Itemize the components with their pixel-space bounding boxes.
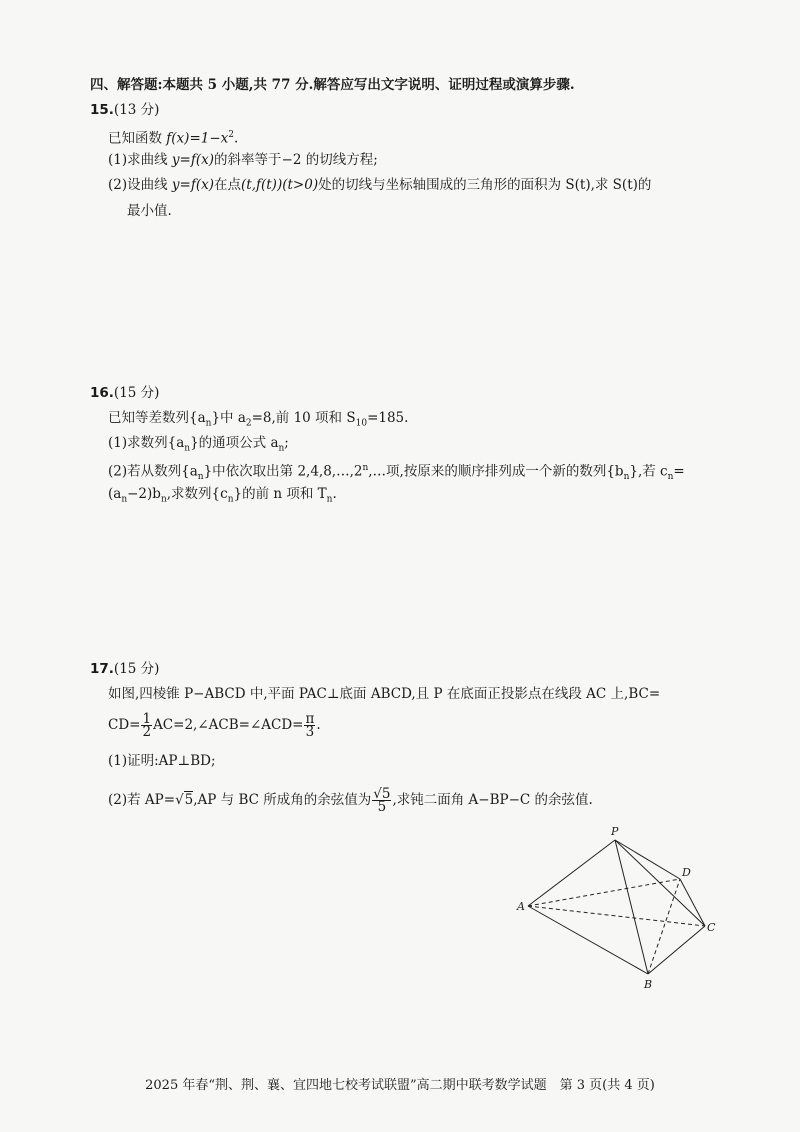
q16-part2	[108, 459, 685, 486]
q16-stem-2: }中 a	[211, 410, 246, 426]
q15-part2-point: (t,f(t))(t>0)	[241, 177, 319, 193]
q15-part2-pre: (2)设曲线	[108, 177, 172, 193]
q17-part2-2: ,AP 与 BC 所成角的余弦值为	[193, 792, 372, 808]
edge-BD-hidden	[648, 879, 680, 974]
q15-number: 15.	[90, 102, 114, 118]
q16-part2-cont	[108, 485, 337, 509]
q17-part2	[108, 787, 593, 813]
edge-BC	[648, 926, 705, 974]
q16-part1-1: (1)求数列{a	[108, 435, 185, 451]
q15-part2-cont: 最小值.	[127, 203, 172, 219]
q16-part2-sub3: n	[667, 472, 674, 483]
q16-stem-sub1: n	[205, 418, 212, 429]
q15-part1-math: y=f(x)	[171, 152, 215, 168]
q15-stem-exp: 2	[228, 130, 235, 140]
frac-pi-den: 3	[305, 724, 315, 740]
q16-stem-sub2: 2	[245, 418, 252, 429]
q16-stem	[108, 409, 408, 433]
q17-line2-1: CD=	[108, 717, 141, 733]
q15-points: (13 分)	[113, 102, 160, 118]
frac-half-den: 2	[142, 724, 152, 740]
q15-stem-math: f(x)=1−x	[166, 130, 229, 147]
q16-stem-3: =8,前 10 项和 S	[251, 410, 356, 426]
q16-cont-1: (a	[108, 486, 122, 502]
q16-part1-sub2: n	[278, 443, 285, 454]
q17-points: (15 分)	[113, 661, 160, 677]
q16-cont-sub2: n	[160, 494, 167, 505]
edge-AD-hidden	[528, 879, 680, 906]
edge-AC-hidden	[528, 906, 705, 926]
q15-part2	[108, 176, 651, 194]
sqrt-value: 5	[184, 792, 194, 808]
q17-fraction-half	[141, 713, 152, 738]
q17-stem-line1: 如图,四棱锥 P−ABCD 中,平面 PAC⊥底面 ABCD,且 P 在底面正投影点在线段 AC 上,BC=	[108, 686, 661, 702]
edge-PA	[528, 840, 615, 906]
frac-root5-num: √5	[373, 786, 391, 802]
q16-part2-1: (2)若从数列{a	[108, 463, 198, 480]
q16-cont-sub1: n	[121, 494, 128, 505]
q15-part1-pre: (1)求曲线	[108, 152, 172, 168]
page-footer: 2025 年春“荆、荆、襄、宜四地七校考试联盟”高二期中联考数学试题 第 3 页(共 4 页)	[145, 1078, 655, 1093]
label-C: C	[707, 921, 716, 934]
q16-part2-sup: n	[362, 463, 369, 473]
q16-cont-3: ,求数列{c	[166, 486, 228, 502]
q17-line2-3: .	[316, 717, 321, 733]
q16-cont-5: .	[332, 486, 337, 502]
q16-header	[90, 384, 159, 402]
q16-part1	[108, 434, 289, 458]
q15-header	[90, 101, 159, 119]
frac-pi-num: π	[305, 711, 315, 727]
q16-stem-4: =185.	[367, 410, 409, 426]
q15-part2-post: 处的切线与坐标轴围成的三角形的面积为 S(t),求 S(t)的	[318, 177, 652, 193]
q16-part2-eq: =	[673, 463, 685, 480]
q17-line2-2: AC=2,∠ACB=∠ACD=	[153, 717, 304, 733]
q16-part2-sub: n	[197, 472, 204, 483]
q16-cont-4: }的前 n 项和 T	[233, 486, 327, 502]
q16-points: (15 分)	[113, 385, 160, 401]
q16-part1-3: ;	[284, 435, 289, 451]
q16-part2-sub2: n	[623, 472, 630, 483]
q16-cont-2: −2)b	[127, 486, 161, 502]
edge-PB	[615, 840, 648, 974]
edge-PD	[615, 840, 680, 879]
q16-part2-2: }中依次取出第 2,4,8,…,2	[203, 463, 363, 480]
q17-fraction-root5	[372, 788, 391, 813]
q17-fraction-pi3	[304, 713, 315, 738]
q16-part2-3: ,…项,按原来的顺序排列成一个新的数列{b	[368, 463, 624, 480]
section-header: 四、解答题:本题共 5 小题,共 77 分.解答应写出文字说明、证明过程或演算步骤.	[90, 77, 575, 93]
q17-part1: (1)证明:AP⊥BD;	[108, 753, 216, 769]
q16-part1-sub: n	[184, 443, 191, 454]
q17-stem-line2	[108, 712, 321, 738]
frac-root5-den: 5	[377, 799, 387, 815]
q15-part1-post: 的斜率等于−2 的切线方程;	[214, 152, 378, 168]
q15-part1	[108, 151, 378, 169]
sqrt-symbol: √	[175, 792, 184, 808]
q16-cont-sub3: n	[227, 494, 234, 505]
q17-header	[90, 660, 159, 678]
label-D: D	[682, 866, 691, 879]
q15-stem-text: 已知函数	[108, 130, 167, 147]
q16-stem-1: 已知等差数列{a	[108, 410, 206, 426]
q15-part2-math: y=f(x)	[171, 177, 215, 193]
label-P: P	[611, 825, 619, 838]
q17-part2-1: (2)若 AP=	[108, 792, 176, 808]
q16-stem-sub3: 10	[355, 418, 368, 429]
pyramid-diagram	[500, 822, 730, 992]
q15-stem	[108, 126, 238, 148]
q16-part2-4: },若 c	[629, 463, 668, 480]
q16-part1-2: }的通项公式 a	[190, 435, 279, 451]
q15-part2-mid: 在点	[214, 177, 242, 193]
label-B: B	[644, 978, 653, 991]
q17-number: 17.	[90, 661, 114, 677]
q16-number: 16.	[90, 385, 114, 401]
q15-stem-end: .	[234, 130, 239, 147]
edge-AB	[528, 906, 648, 974]
frac-half-num: 1	[142, 711, 152, 727]
q17-part2-3: ,求钝二面角 A−BP−C 的余弦值.	[392, 792, 593, 808]
q16-cont-sub4: n	[326, 494, 333, 505]
edge-CD	[680, 879, 705, 926]
label-A: A	[517, 900, 525, 913]
